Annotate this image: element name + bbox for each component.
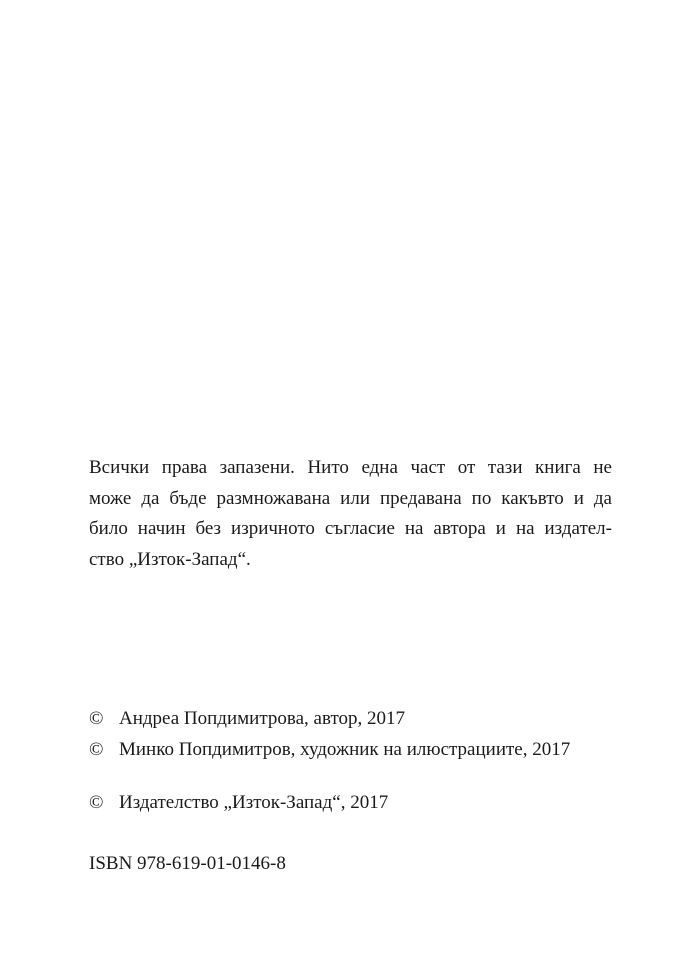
copyright-publisher	[89, 788, 649, 819]
rights-line: може да бъде размножавана или предавана по какъвто и да	[89, 487, 612, 509]
copyright-symbol: ©	[89, 792, 104, 813]
copyright-text: Издателство „Изток-Запад“, 2017	[119, 792, 389, 813]
spacer	[89, 765, 649, 788]
copyright-symbol: ©	[89, 738, 104, 760]
copyright-text: Андреа Попдимитрова, автор, 2017	[119, 708, 405, 729]
copyright-author	[89, 704, 649, 735]
copyright-list	[89, 704, 649, 819]
rights-line: Всички права запазени. Нито една част от тази книга не	[89, 457, 612, 478]
rights-line: било начин без изричното съгласие на автора и на издател-	[89, 518, 612, 539]
copyright-illustrator	[89, 735, 649, 766]
copyright-text: Минко Попдимитров, художник на илюстрациите, 2017	[119, 738, 571, 760]
rights-line: ство „Изток-Запад“.	[89, 548, 251, 570]
isbn: ISBN 978-619-01-0146-8	[89, 853, 286, 874]
copyright-symbol: ©	[89, 708, 104, 729]
rights-notice	[89, 453, 612, 575]
